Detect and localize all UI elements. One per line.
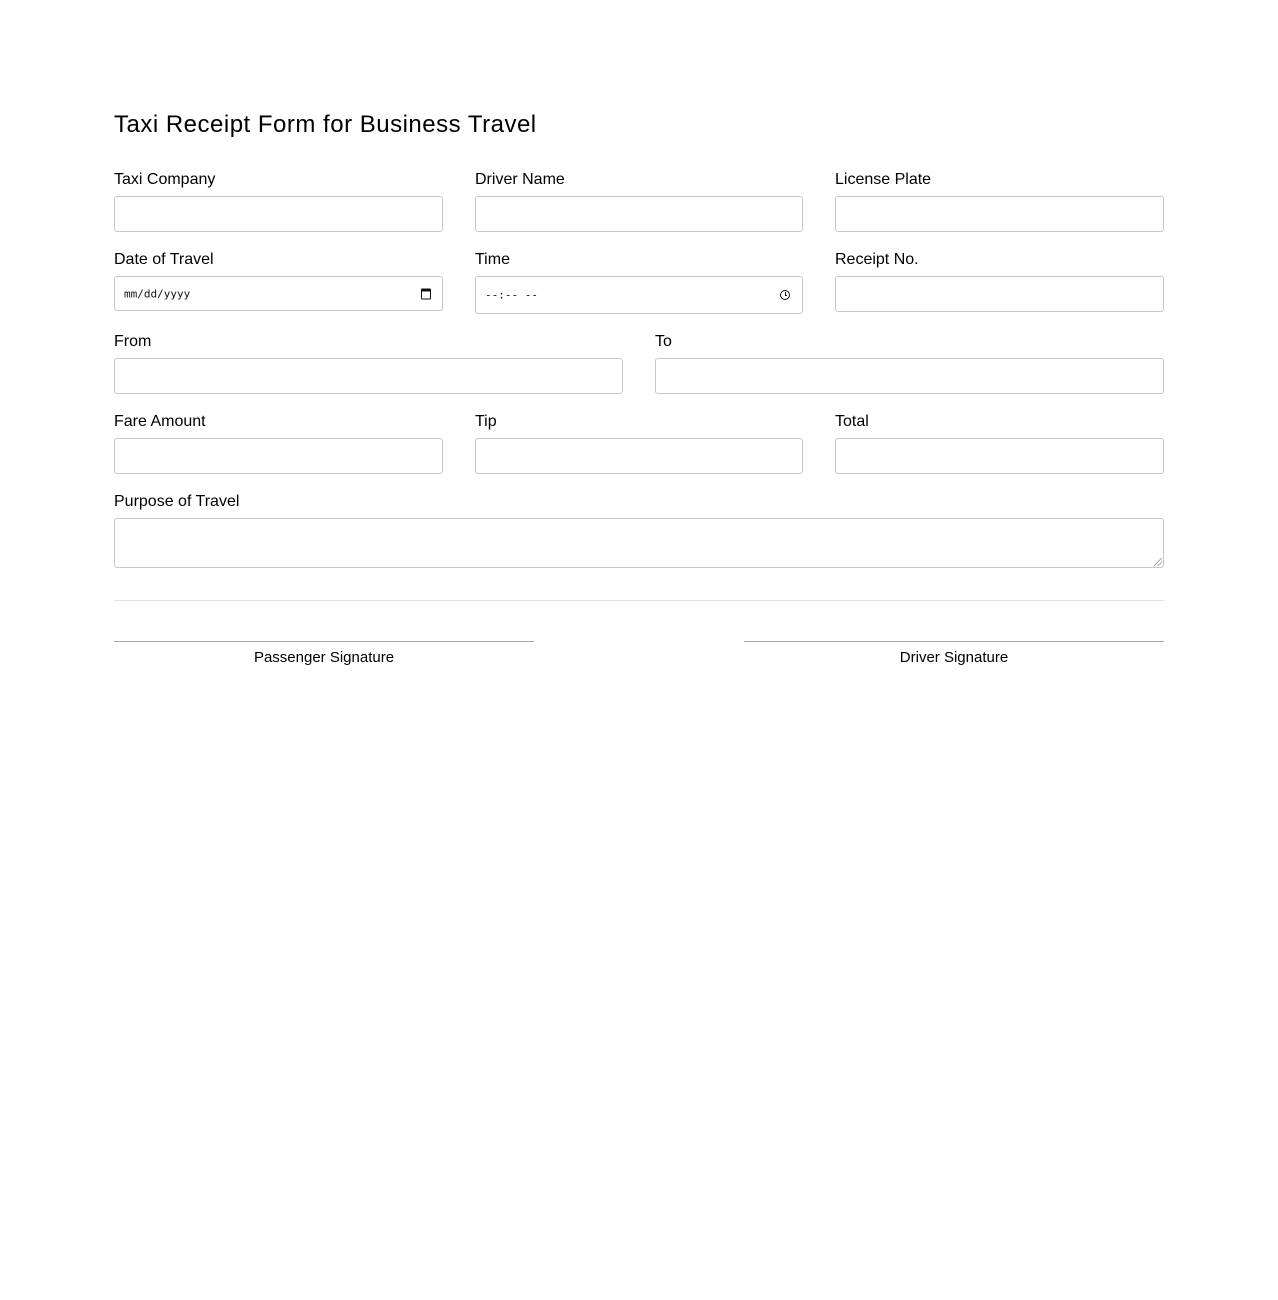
date-of-travel-input[interactable] (114, 276, 443, 311)
driver-name-input[interactable] (475, 196, 803, 232)
to-label: To (655, 333, 672, 350)
fare-amount-input[interactable] (114, 438, 443, 474)
taxi-company-label: Taxi Company (114, 171, 216, 188)
from-input[interactable] (114, 358, 623, 394)
from-label: From (114, 333, 152, 350)
receipt-no-label: Receipt No. (835, 251, 919, 268)
time-placeholder: --:-- -- (485, 288, 538, 302)
purpose-of-travel-label: Purpose of Travel (114, 493, 240, 510)
passenger-signature-label: Passenger Signature (253, 649, 395, 666)
total-input[interactable] (835, 438, 1164, 474)
to-input[interactable] (655, 358, 1164, 394)
tip-label: Tip (475, 413, 497, 430)
calendar-icon[interactable] (421, 288, 431, 299)
purpose-of-travel-textarea[interactable] (114, 518, 1164, 568)
driver-name-label: Driver Name (475, 171, 565, 188)
taxi-company-input[interactable] (114, 196, 443, 232)
license-plate-label: License Plate (835, 171, 932, 188)
date-of-travel-label: Date of Travel (114, 251, 214, 268)
fare-amount-label: Fare Amount (114, 413, 206, 430)
time-label: Time (475, 251, 510, 268)
time-input[interactable] (475, 276, 803, 314)
clock-icon[interactable] (780, 290, 790, 300)
resize-handle-icon[interactable] (1154, 558, 1162, 566)
tip-input[interactable] (475, 438, 803, 474)
date-placeholder: mm/dd/yyyy (124, 287, 191, 300)
license-plate-input[interactable] (835, 196, 1164, 232)
passenger-signature-line (114, 641, 534, 642)
page-title: Taxi Receipt Form for Business Travel (114, 111, 537, 138)
receipt-no-input[interactable] (835, 276, 1164, 312)
total-label: Total (835, 413, 869, 430)
section-divider (114, 600, 1164, 601)
driver-signature-label: Driver Signature (899, 649, 1009, 666)
driver-signature-line (744, 641, 1164, 642)
